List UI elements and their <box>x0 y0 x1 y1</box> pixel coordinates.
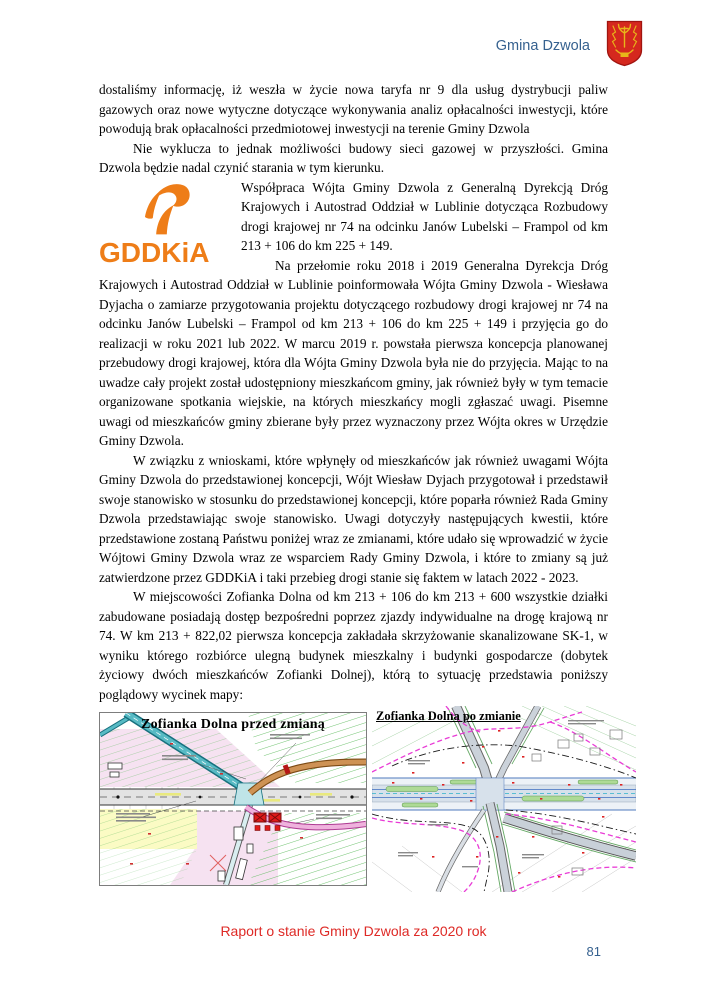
coat-of-arms-icon <box>606 20 643 67</box>
page-header <box>496 20 643 67</box>
gddkia-section <box>99 178 608 451</box>
paragraph-zofianka-dolna: W miejscowości Zofianka Dolna od km 213 + 106 do km 213 + 600 wszystkie działki zabudowane posiadają dostęp bezpośredni poprzez zjazdy indywidualne na drogę krajową nr 74. W km 213 + 822,02 pierwsza koncepcja zakładała skrzyżowanie skanalizowane SK-1, w wyniku którego rozbiórce ulegną budynek mieszkalny i budynki gospodarcze (dobytek życiowy dwóch mieszkańców Zofianki Dolnej), którą to sytuację przedstawia poniższy poglądowy wycinek mapy: <box>99 589 608 702</box>
header-site-name: Gmina Dzwola <box>495 38 590 54</box>
paragraph-cooperation: Współpraca Wójta Gminy Dzwola z Generalną Dyrekcją Dróg Krajowych i Autostrad Oddział w Lublinie dotycząca Rozbudowy drogi krajowej nr 74 na odcinku Janów Lubelski – Frampol od km 213 + 106 do km 225 + 149. <box>241 179 608 253</box>
footer-report-title: Raport o stanie Gminy Dzwola za 2020 rok <box>220 923 487 939</box>
page-content <box>99 80 608 892</box>
map-before-change <box>99 712 367 886</box>
paragraph-project-2018-2019: Na przełomie roku 2018 i 2019 Generalna Dyrekcja Dróg Krajowych i Autostrad Oddział w Lublinie poinformowała Wójta Gminy Dzwola - Wiesława Dyjacha o zamiarze przygotowania projektu dotyczącego rozbudowy drogi krajowej nr 74 na odcinku Janów Lubelski – Frampol od km 213 + 106 do km 225 + 149 i przyjęcia go do realizacji w roku 2021 lub 2022. W marcu 2019 r. powstała pierwsza koncepcja planowanej przebudowy drogi krajowej, która dla Wójta Gminy Dzwola była nie do przyjęcia. Mając to na uwadze cały projekt został udostępniony mieszkańcom gminy, jak również były w tym temacie organizowane spotkania wiejskie, na których mieszkańcy mogli zgłaszać uwagi. Pisemne uwagi od mieszkańców gminy zbierane były przez wyznaczony przez Wójta okres w Urzędzie Gminy Dzwola. <box>99 257 608 448</box>
gddkia-logo-text: GDDKiA <box>99 236 210 268</box>
paragraph-gas-tariff: dostaliśmy informację, iż weszła w życie nowa taryfa nr 9 dla usług dystrybucji paliw gazowych oraz nowe wytyczne dotyczące wykonywania analiz opłacalności inwestycji, które powodują brak opłacalności przedmiotowej inwestycji na terenie Gminy Dzwola <box>99 82 608 136</box>
map-before-drawing <box>99 712 367 886</box>
map-after-title: Zofianka Dolna po zmianie <box>376 709 521 723</box>
paragraph-gas-future: Nie wyklucza to jednak możliwości budowy sieci gazowej w przyszłości. Gmina Dzwola będzie nadal czynić starania w tym kierunku. <box>99 140 608 175</box>
map-before-title: Zofianka Dolna przed zmianą <box>141 717 325 732</box>
map-after-change <box>372 706 636 892</box>
page-number: 81 <box>586 944 601 959</box>
gddkia-logo <box>99 178 239 274</box>
crest-base-ornament <box>621 53 629 58</box>
paragraph-wojt-position: W związku z wnioskami, które wpłynęły od mieszkańców jak również uwagami Wójta Gminy Dzwola do przedstawionej koncepcji, Wójt Wiesław Dyjach przygotował i przedstawił swoje stanowisko w stosunku do przedstawionej koncepcji, które poparła również Rada Gminy Dzwola przedstawiając swoje stanowisko. Uwagi dotyczyły następujących kwestii, które przedstawione zostaną Państwu poniżej wraz ze zmianami, które udało się wprowadzić w życie Wójtowi Gminy Dzwola wraz ze wsparciem Rady Gminy Dzwola, i które to zmiany są już zatwierdzone przez GDDKiA i taki przebieg drogi stanie się faktem w latach 2022 - 2023. <box>99 452 608 585</box>
gddkia-road-icon <box>135 180 193 236</box>
map-after-drawing <box>372 706 636 892</box>
map-figures <box>99 709 608 892</box>
